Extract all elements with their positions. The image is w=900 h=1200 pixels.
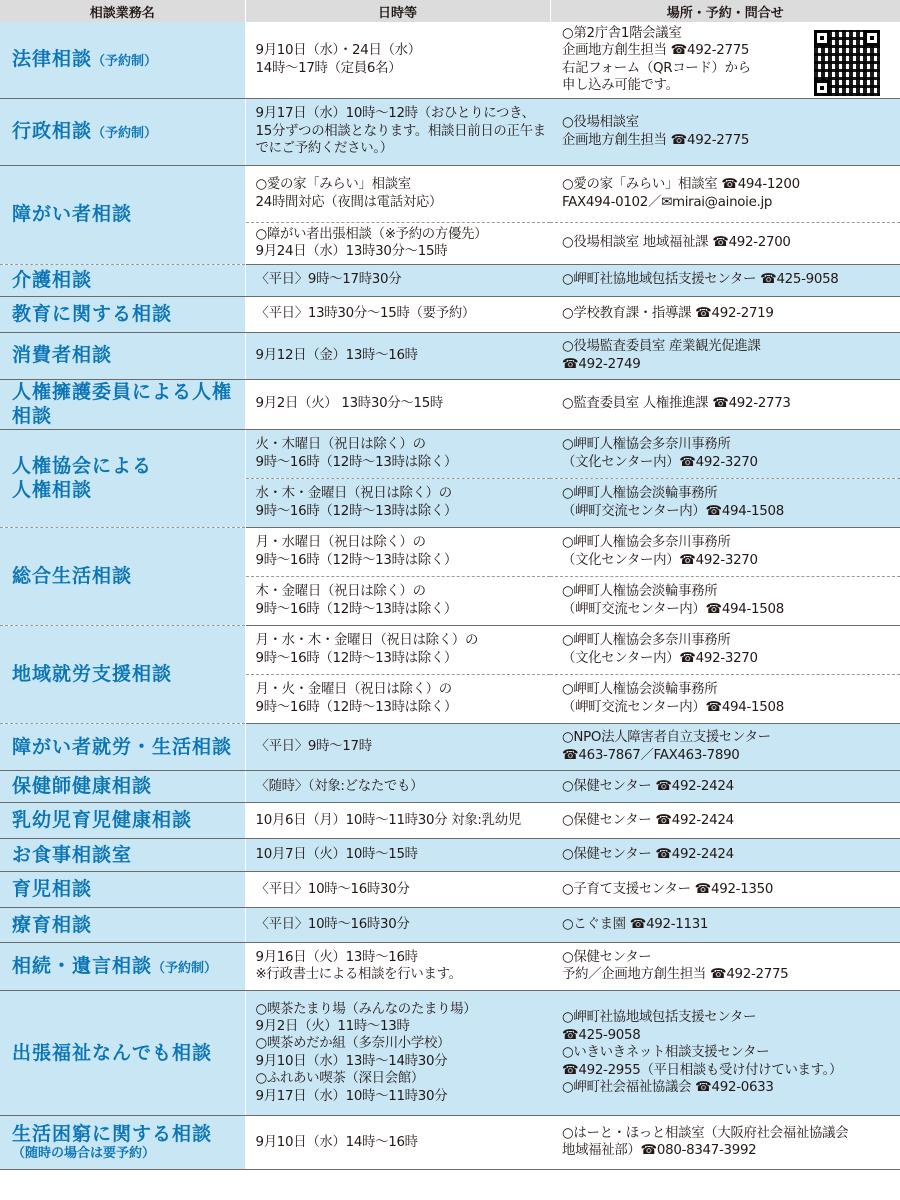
consultation-name-text: 人権擁護委員による人権相談 bbox=[12, 380, 233, 428]
consultation-place-text: ○保健センター ☎492-2424 bbox=[562, 778, 734, 794]
consultation-place-text: ○岬町人権協会多奈川事務所 （文化センター内）☎492-3270 bbox=[562, 535, 758, 568]
consultation-name bbox=[0, 838, 245, 871]
consultation-place bbox=[550, 990, 900, 1115]
consultation-name bbox=[0, 723, 245, 770]
consultation-date: ○障がい者出張相談（※予約の方優先） 9月24日（水）13時30分～15時 bbox=[245, 222, 550, 264]
consultation-place-text: ○NPO法人障害者自立支援センター ☎463-7867／FAX463-7890 bbox=[562, 730, 771, 763]
consultation-name bbox=[0, 379, 245, 429]
table-row bbox=[0, 625, 900, 674]
table-row bbox=[0, 990, 900, 1115]
consultation-place bbox=[550, 222, 900, 264]
consultation-place bbox=[550, 264, 900, 296]
consultation-date: 〈平日〉13時30分～15時（要予約） bbox=[245, 296, 550, 332]
consultation-name bbox=[0, 625, 245, 723]
consultation-place bbox=[550, 478, 900, 527]
consultation-date: ○喫茶たまり場（みんなのたまり場） 9月2日（火）11時～13時 ○喫茶めだか組（多奈川小学校） 9月10日（水）13時～14時30分 ○ふれあい喫茶（深日会館） 9月17日（水）10時～11時30分 bbox=[245, 990, 550, 1115]
consultation-date: 9月12日（金）13時～16時 bbox=[245, 332, 550, 379]
consultation-name-text: 生活困窮に関する相談 bbox=[12, 1122, 213, 1145]
table-row bbox=[0, 871, 900, 907]
consultation-place-text: ○岬町社協地域包括支援センター ☎425-9058 bbox=[562, 272, 839, 288]
consultation-name bbox=[0, 527, 245, 625]
consultation-place-text: ○役場相談室 地域福祉課 ☎492-2700 bbox=[562, 235, 791, 251]
table-row bbox=[0, 1115, 900, 1169]
table-row bbox=[0, 770, 900, 802]
consultation-name bbox=[0, 1115, 245, 1169]
table-row bbox=[0, 429, 900, 478]
table-row bbox=[0, 296, 900, 332]
consultation-date: 木・金曜日（祝日は除く）の 9時～16時（12時～13時は除く） bbox=[245, 576, 550, 625]
consultation-place-text: ○監査委員室 人権推進課 ☎492-2773 bbox=[562, 396, 791, 412]
consultation-place-text: ○子育て支援センター ☎492-1350 bbox=[562, 881, 774, 897]
consultation-place bbox=[550, 332, 900, 379]
consultation-name bbox=[0, 429, 245, 527]
consultation-date: 9月16日（火）13時～16時 ※行政書士による相談を行います。 bbox=[245, 942, 550, 990]
qr-code-icon[interactable] bbox=[814, 30, 880, 96]
consultation-name-text: 障がい者就労・生活相談 bbox=[12, 735, 233, 758]
consultation-date: 9月2日（火） 13時30分～15時 bbox=[245, 379, 550, 429]
consultation-name-text: 育児相談 bbox=[12, 878, 93, 901]
consultation-place-text: ○役場監査委員室 産業観光促進課 ☎492-2749 bbox=[562, 339, 761, 372]
consultation-place bbox=[550, 429, 900, 478]
consultation-date: ○愛の家「みらい」相談室 24時間対応（夜間は電話対応） bbox=[245, 165, 550, 222]
consultation-place bbox=[550, 802, 900, 838]
consultation-name bbox=[0, 990, 245, 1115]
consultation-date: 月・水・木・金曜日（祝日は除く）の 9時～16時（12時～13時は除く） bbox=[245, 625, 550, 674]
consultation-place bbox=[550, 907, 900, 942]
consultation-note: （予約制） bbox=[92, 54, 158, 70]
consultation-place bbox=[550, 871, 900, 907]
consultation-date: 月・火・金曜日（祝日は除く）の 9時～16時（12時～13時は除く） bbox=[245, 674, 550, 723]
consultation-name-text: 行政相談 bbox=[12, 120, 93, 143]
consultation-name-text: 出張福祉なんでも相談 bbox=[12, 1041, 213, 1064]
consultation-place-text: ○第2庁舎1階会議室 企画地方創生担当 ☎492-2775 右記フォーム（QRコード）から 申し込み可能です。 bbox=[562, 25, 751, 94]
consultation-note: （随時の場合は要予約） bbox=[12, 1146, 156, 1162]
consultation-place bbox=[550, 165, 900, 222]
consultation-place bbox=[550, 527, 900, 576]
consultation-name-text: 障がい者相談 bbox=[12, 203, 133, 226]
consultation-date: 水・木・金曜日（祝日は除く）の 9時～16時（12時～13時は除く） bbox=[245, 478, 550, 527]
consultation-name-text: 保健師健康相談 bbox=[12, 775, 153, 798]
table-row bbox=[0, 838, 900, 871]
consultation-name-text: 総合生活相談 bbox=[12, 565, 133, 588]
consultation-place bbox=[550, 379, 900, 429]
consultation-date: 9月10日（水）・24日（水） 14時～17時（定員6名） bbox=[245, 22, 550, 98]
consultation-place-text: ○はーと・ほっと相談室（大阪府社会福祉協議会 地域福祉部）☎080-8347-3992 bbox=[562, 1125, 849, 1159]
consultation-place-text: ○保健センター ☎492-2424 bbox=[562, 847, 734, 863]
consultation-note: （予約制） bbox=[152, 961, 218, 977]
consultation-place bbox=[550, 98, 900, 165]
table-row bbox=[0, 22, 900, 98]
consultation-name-text: 療育相談 bbox=[12, 913, 93, 936]
consultation-date: 月・水曜日（祝日は除く）の 9時～16時（12時～13時は除く） bbox=[245, 527, 550, 576]
consultation-place-text: ○役場相談室 企画地方創生担当 ☎492-2775 bbox=[562, 115, 750, 148]
consultation-place bbox=[550, 576, 900, 625]
consultation-place bbox=[550, 1115, 900, 1169]
consultation-place-text: ○保健センター 予約／企画地方創生担当 ☎492-2775 bbox=[562, 949, 789, 983]
consultation-place-text: ○岬町人権協会淡輪事務所 （岬町交流センター内）☎494-1508 bbox=[562, 584, 784, 617]
consultation-date: 〈平日〉10時～16時30分 bbox=[245, 871, 550, 907]
consultation-name bbox=[0, 770, 245, 802]
table-row bbox=[0, 907, 900, 942]
consultation-date: 〈平日〉10時～16時30分 bbox=[245, 907, 550, 942]
table-row bbox=[0, 332, 900, 379]
consultation-date: 〈平日〉9時～17時 bbox=[245, 723, 550, 770]
consultation-name-text: 相続・遺言相談 bbox=[12, 955, 153, 978]
consultation-name bbox=[0, 98, 245, 165]
consultation-name-text: お食事相談室 bbox=[12, 843, 133, 866]
consultation-name-text: 乳幼児育児健康相談 bbox=[12, 809, 193, 832]
consultation-name-text: 人権協会による 人権相談 bbox=[12, 454, 153, 502]
table-row bbox=[0, 942, 900, 990]
consultation-name bbox=[0, 871, 245, 907]
consultation-place-text: ○岬町人権協会淡輪事務所 （岬町交流センター内）☎494-1508 bbox=[562, 682, 784, 715]
consultation-date: 〈平日〉9時～17時30分 bbox=[245, 264, 550, 296]
consultation-name-text: 消費者相談 bbox=[12, 344, 113, 367]
consultation-place-text: ○学校教育課・指導課 ☎492-2719 bbox=[562, 306, 774, 322]
consultation-place-text: ○岬町人権協会多奈川事務所 （文化センター内）☎492-3270 bbox=[562, 437, 758, 470]
header-place: 場所・予約・問合せ bbox=[550, 0, 900, 22]
consultation-name bbox=[0, 332, 245, 379]
consultation-place bbox=[550, 625, 900, 674]
consultation-note: （予約制） bbox=[92, 126, 158, 142]
consultation-date: 火・木曜日（祝日は除く）の 9時～16時（12時～13時は除く） bbox=[245, 429, 550, 478]
table-row bbox=[0, 379, 900, 429]
table-row bbox=[0, 98, 900, 165]
consultation-date: 〈随時〉（対象:どなたでも） bbox=[245, 770, 550, 802]
consultation-date: 10月6日（月）10時～11時30分 対象:乳幼児 bbox=[245, 802, 550, 838]
consultation-name-text: 地域就労支援相談 bbox=[12, 663, 173, 686]
consultation-name-text: 法律相談 bbox=[12, 48, 93, 71]
table-body bbox=[0, 22, 900, 1169]
consultation-date: 9月10日（水）14時～16時 bbox=[245, 1115, 550, 1169]
header-name: 相談業務名 bbox=[0, 0, 245, 22]
consultation-date: 10月7日（火）10時～15時 bbox=[245, 838, 550, 871]
consultation-place-text: ○保健センター ☎492-2424 bbox=[562, 812, 734, 828]
consultation-name bbox=[0, 264, 245, 296]
table-row bbox=[0, 264, 900, 296]
consultation-place bbox=[550, 723, 900, 770]
consultation-name bbox=[0, 22, 245, 98]
header-date: 日時等 bbox=[245, 0, 550, 22]
consultation-place bbox=[550, 296, 900, 332]
consultation-name bbox=[0, 802, 245, 838]
consultation-place bbox=[550, 838, 900, 871]
consultation-name bbox=[0, 165, 245, 264]
consultation-name-text: 介護相談 bbox=[12, 268, 93, 291]
consultation-place-text: ○岬町社協地域包括支援センター ☎425-9058 ○いきいきネット相談支援センター ☎492-2955（平日相談も受け付けています。） ○岬町社会福祉協議会 ☎492-0633 bbox=[562, 1010, 843, 1095]
consultation-place bbox=[550, 942, 900, 990]
table-row bbox=[0, 723, 900, 770]
consultation-name bbox=[0, 942, 245, 990]
consultation-name-text: 教育に関する相談 bbox=[12, 302, 173, 325]
consultation-place bbox=[550, 674, 900, 723]
consultation-date: 9月17日（水）10時～12時（おひとりにつき、15分ずつの相談となります。相談日前日の正午までにご予約ください。） bbox=[245, 98, 550, 165]
consultation-place-text: ○愛の家「みらい」相談室 ☎494-1200 FAX494-0102／✉mirai@ainoie.jp bbox=[562, 177, 800, 210]
table-row bbox=[0, 802, 900, 838]
consultation-place-text: ○岬町人権協会淡輪事務所 （岬町交流センター内）☎494-1508 bbox=[562, 486, 784, 519]
table-header bbox=[0, 0, 900, 22]
consultation-place bbox=[550, 22, 900, 98]
consultation-name bbox=[0, 296, 245, 332]
consultation-place-text: ○岬町人権協会多奈川事務所 （文化センター内）☎492-3270 bbox=[562, 633, 758, 666]
consultation-place-text: ○こぐま園 ☎492-1131 bbox=[562, 917, 709, 933]
table-row bbox=[0, 165, 900, 222]
table-row bbox=[0, 527, 900, 576]
consultation-name bbox=[0, 907, 245, 942]
consultation-place bbox=[550, 770, 900, 802]
